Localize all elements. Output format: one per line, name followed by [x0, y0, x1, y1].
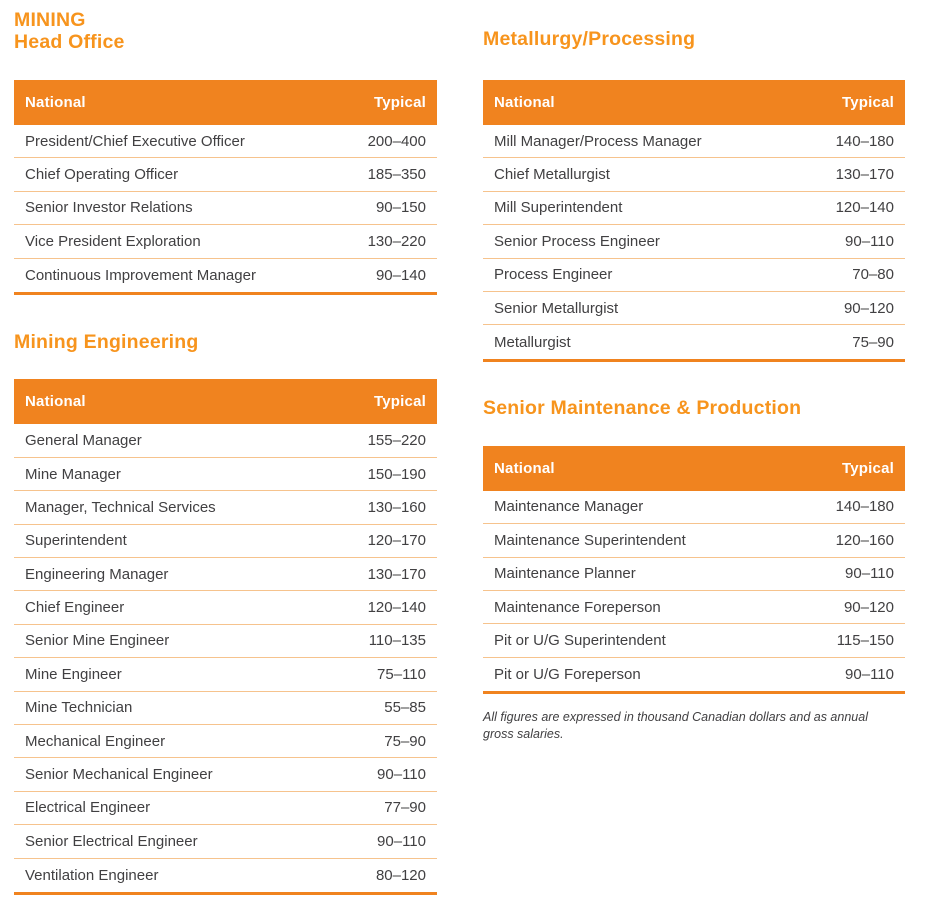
position-label: Senior Mechanical Engineer: [25, 766, 213, 784]
position-label: Maintenance Superintendent: [494, 531, 686, 549]
table-row: [483, 125, 905, 158]
position-label: Engineering Manager: [25, 565, 169, 583]
table-row: [483, 259, 905, 292]
position-label: Process Engineer: [494, 266, 613, 284]
position-label: Ventilation Engineer: [25, 866, 159, 884]
table-row: [14, 625, 437, 658]
typical-range: 75–90: [852, 333, 894, 351]
typical-range: 130–160: [367, 498, 426, 516]
table-row: [14, 558, 437, 591]
typical-range: 90–110: [377, 766, 426, 784]
table-row: [483, 558, 905, 591]
typical-range: 110–135: [368, 632, 426, 650]
position-label: Maintenance Manager: [494, 498, 644, 516]
table-row: [483, 491, 905, 524]
table-row: [14, 192, 437, 225]
table-row: [483, 292, 905, 325]
position-label: Mill Superintendent: [494, 199, 623, 217]
typical-range: 140–180: [835, 498, 894, 516]
typical-range: 130–220: [367, 232, 426, 250]
salary-table: [483, 491, 905, 694]
table-row: [14, 458, 437, 491]
typical-range: 70–80: [852, 266, 894, 284]
section-title: Senior Maintenance & Production: [483, 396, 802, 419]
position-label: Electrical Engineer: [25, 799, 151, 817]
left-column: [14, 0, 437, 895]
typical-range: 120–170: [367, 532, 426, 550]
typical-range: 115–150: [836, 631, 894, 649]
typical-range: 120–160: [835, 531, 894, 549]
typical-range: 120–140: [835, 199, 894, 217]
position-label: Metallurgist: [494, 333, 571, 351]
position-label: Superintendent: [25, 532, 127, 550]
table-row: [14, 758, 437, 791]
typical-range: 77–90: [384, 799, 426, 817]
position-label: Mechanical Engineer: [25, 732, 166, 750]
footnote: All figures are expressed in thousand Canadian dollars and as annual gross salaries.: [483, 710, 868, 742]
table-body: [483, 125, 905, 359]
table-row: [14, 725, 437, 758]
table-row: [14, 792, 437, 825]
table-header: [14, 80, 437, 125]
column-header-national: National: [494, 94, 555, 111]
table-row: [14, 825, 437, 858]
typical-range: 150–190: [367, 465, 426, 483]
table-row: [483, 658, 905, 691]
position-label: Mine Engineer: [25, 665, 122, 683]
salary-table: [14, 125, 437, 295]
section-senior-maintenance-production: [483, 398, 905, 694]
typical-range: 90–110: [845, 565, 894, 583]
position-label: Chief Metallurgist: [494, 166, 610, 184]
typical-range: 130–170: [367, 565, 426, 583]
section-head-office: [14, 10, 437, 295]
typical-range: 200–400: [367, 132, 426, 150]
column-header-national: National: [25, 94, 86, 111]
column-header-typical: Typical: [374, 94, 426, 111]
column-header-typical: Typical: [842, 459, 894, 477]
position-label: President/Chief Executive Officer: [25, 132, 245, 150]
position-label: Mine Manager: [25, 465, 121, 483]
typical-range: 120–140: [367, 599, 426, 617]
typical-range: 90–120: [843, 598, 894, 616]
table-body: [14, 125, 437, 292]
table-row: [483, 225, 905, 258]
section-mining-engineering: [14, 332, 437, 895]
position-label: Chief Engineer: [25, 599, 125, 617]
position-label: Vice President Exploration: [25, 232, 201, 250]
position-label: Manager, Technical Services: [25, 498, 216, 516]
table-row: [14, 225, 437, 258]
table-row: [483, 591, 905, 624]
column-header-typical: Typical: [374, 393, 426, 411]
position-label: Mine Technician: [25, 699, 133, 717]
position-label: Mill Manager/Process Manager: [494, 132, 702, 150]
position-label: Maintenance Planner: [494, 565, 636, 583]
typical-range: 90–110: [845, 665, 894, 683]
table-row: [14, 658, 437, 691]
table-row: [483, 524, 905, 557]
table-row: [483, 192, 905, 225]
table-row: [14, 424, 437, 457]
right-column: [483, 0, 905, 756]
typical-range: 90–120: [843, 299, 894, 317]
position-label: Pit or U/G Foreperson: [494, 665, 641, 683]
section-title: Metallurgy/Processing: [483, 28, 696, 50]
salary-table: [14, 424, 437, 894]
table-row: [483, 624, 905, 657]
typical-range: 90–110: [845, 232, 894, 250]
section-metallurgy-processing: [483, 29, 905, 362]
table-row: [14, 158, 437, 191]
table-row: [14, 125, 437, 158]
position-label: General Manager: [25, 432, 142, 450]
table-header: [14, 379, 437, 424]
position-label: Senior Electrical Engineer: [25, 832, 198, 850]
section-title: MINING Head Office: [14, 9, 125, 53]
typical-range: 90–150: [375, 199, 426, 217]
position-label: Chief Operating Officer: [25, 166, 179, 184]
typical-range: 155–220: [367, 432, 426, 450]
section-title: Mining Engineering: [14, 330, 199, 353]
table-body: [14, 424, 437, 891]
position-label: Continuous Improvement Manager: [25, 266, 256, 284]
table-row: [14, 591, 437, 624]
table-row: [14, 692, 437, 725]
table-header: [483, 446, 905, 491]
table-row: [483, 158, 905, 191]
table-header: [483, 80, 905, 125]
typical-range: 80–120: [375, 866, 426, 884]
table-row: [14, 259, 437, 292]
position-label: Pit or U/G Superintendent: [494, 631, 666, 649]
typical-range: 130–170: [835, 166, 894, 184]
position-label: Senior Process Engineer: [494, 232, 660, 250]
table-row: [14, 491, 437, 524]
position-label: Senior Metallurgist: [494, 299, 619, 317]
typical-range: 75–90: [384, 732, 426, 750]
position-label: Maintenance Foreperson: [494, 598, 661, 616]
typical-range: 140–180: [835, 132, 894, 150]
position-label: Senior Mine Engineer: [25, 632, 170, 650]
column-header-national: National: [494, 459, 555, 477]
table-body: [483, 491, 905, 691]
typical-range: 90–140: [375, 266, 426, 284]
column-header-typical: Typical: [842, 94, 894, 111]
typical-range: 75–110: [377, 665, 426, 683]
typical-range: 185–350: [367, 166, 426, 184]
table-row: [483, 325, 905, 358]
typical-range: 90–110: [377, 832, 426, 850]
table-row: [14, 525, 437, 558]
position-label: Senior Investor Relations: [25, 199, 193, 217]
salary-table: [483, 125, 905, 362]
table-row: [14, 859, 437, 892]
column-header-national: National: [25, 393, 86, 411]
typical-range: 55–85: [384, 699, 426, 717]
